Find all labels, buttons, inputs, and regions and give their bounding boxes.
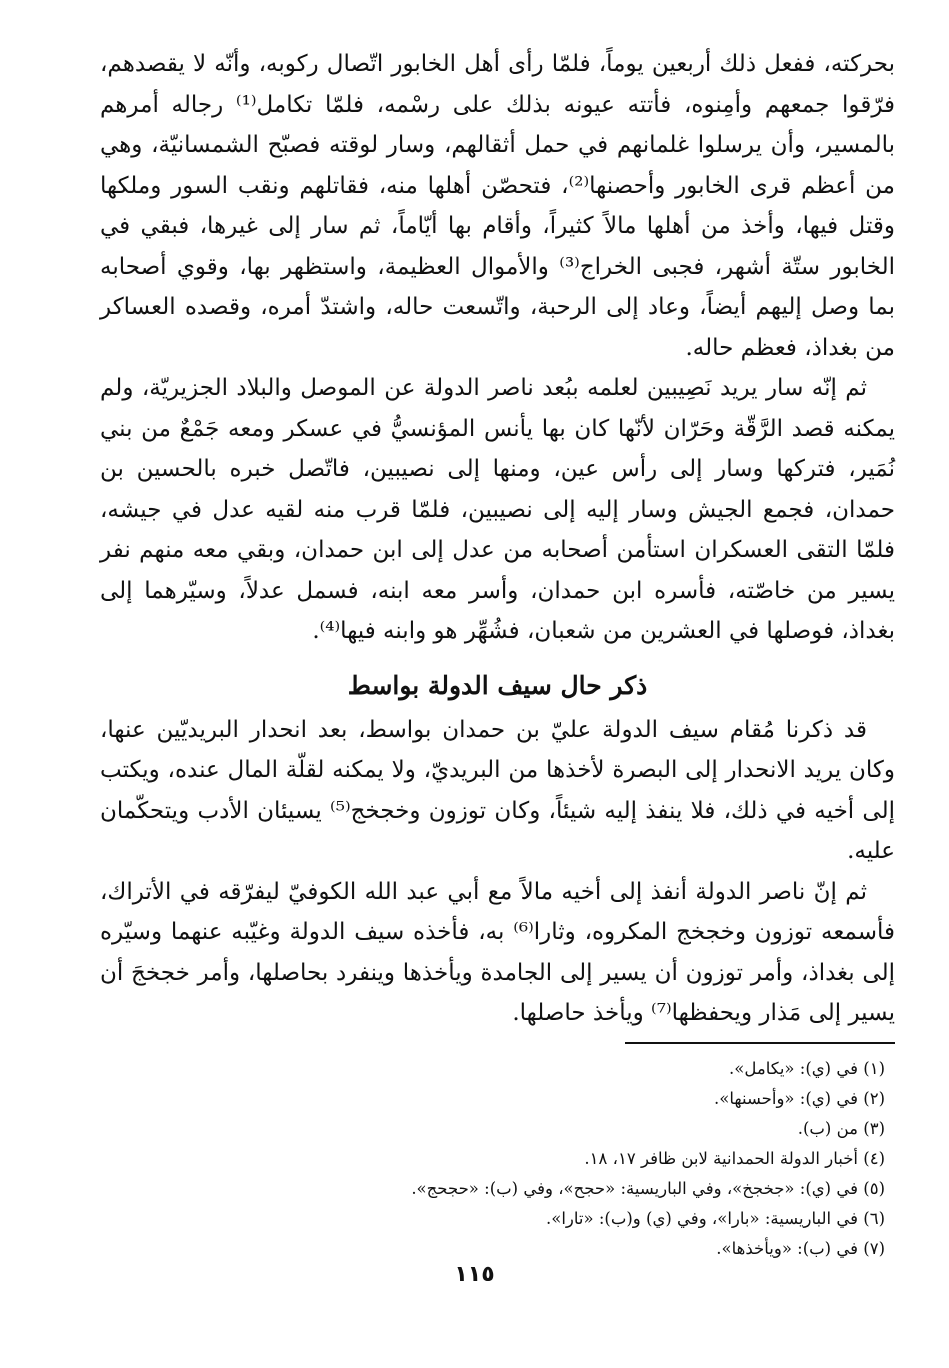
footnote: (٦) في الباريسية: «بارا»، وفي (ي) و(ب): «تارا». — [545, 1208, 885, 1228]
section-heading: ذكر حال سيف الدولة بواسط — [347, 670, 648, 700]
footnote: (٢) في (ي): «وأحسنها». — [714, 1088, 885, 1108]
footnote-separator — [625, 1042, 895, 1044]
body-paragraph: بحركته، ففعل ذلك أربعين يوماً، فلمّا رأى أهل الخابور اتّصال ركوبه، وأنّه لا يقصدهم، فرّقوا جمعهم وأمِنوه، فأتته عيونه بذلك على رسْمه، فلمّا تكامل⁽¹⁾ رجاله أمرهم بالمسير، وأن يرسلوا غلمانهم في حمل أثقالهم، وسار لوقته فصبّح الشمسانيّة، وهي من أعظم قرى الخابور وأحصنها⁽²⁾، فتحصّن أهلها منه، فقاتلهم ونقب السور وملكها وقتل فيها، وأخذ من أهلها مالاً كثيراً، وأقام بها أيّاماً، ثم سار إلى غيرها، فبقي في الخابور ستّة أشهر، فجبى الخراج⁽³⁾ والأموال العظيمة، واستظهر بها، وقوي أصحابه بما وصل إليهم أيضاً، وعاد إلى الرحبة، واتّسعت حاله، واشتدّ أمره، وقصده العساكر من بغداذ، فعظم حاله. — [100, 51, 895, 361]
footnote: (٣) من (ب). — [797, 1118, 885, 1138]
footnote: (٧) في (ب): «ويأخذها». — [716, 1238, 885, 1258]
body-paragraph: قد ذكرنا مُقام سيف الدولة عليّ بن حمدان بواسط، بعد انحدار البريديّين عنها، وكان يريد الانحدار إلى البصرة لأخذها من البريديّ، ولا يمكنه لقلّة المال عنده، ويكتب إلى أخيه في ذلك، فلا ينفذ إليه شيئاً، وكان توزون وخجخج⁽⁵⁾ يسيئان الأدب ويتحكّمان عليه. — [100, 716, 895, 864]
footnote: (٤) أخبار الدولة الحمدانية لابن ظافر ١٧، ١٨. — [584, 1148, 885, 1168]
footnotes-list — [100, 1054, 895, 1264]
body-paragraph: ثم إنّ ناصر الدولة أنفذ إلى أخيه مالاً مع أبي عبد الله الكوفيّ ليفرّقه في الأتراك، فأسمعه توزون وخجخج المكروه، وثارا⁽⁶⁾ به، فأخذه سيف الدولة وغيّبه عنهما وسيّره إلى بغداذ، وأمر توزون أن يسير إلى الجامدة ويأخذها وينفرد بحاصلها، وأمر خجخجَ أن يسير إلى مَذار ويحفظها⁽⁷⁾ ويأخذ حاصلها. — [100, 878, 895, 1026]
footnote: (١) في (ي): «يكامل». — [729, 1058, 885, 1078]
footnote: (٥) في (ي): «جخجخ»، وفي الباريسية: «حجح»، وفي (ب): «حجحج». — [411, 1178, 885, 1198]
body-paragraph: ثم إنّه سار يريد نَصِيبين لعلمه ببُعد ناصر الدولة عن الموصل والبلاد الجزيريّة، ولم يمكنه قصد الرَّقّة وحَرّان لأنّها كان بها يأنس المؤنسيُّ في عسكر ومعه جَمْعٌ من بني نُمَير، فتركها وسار إلى رأس عين، ومنها إلى نصيبين، فاتّصل خبره بالحسين بن حمدان، فجمع الجيش وسار إليه إلى نصيبين، فلمّا قرب منه لقيه عدل في جيشه، فلمّا التقى العسكران استأمن أصحابه من عدل إلى ابن حمدان، وبقي معه منهم نفر يسير من خاصّته، فأسره ابن حمدان، وأسر معه ابنه، فسمل عدلاً، وسيّرهما إلى بغداذ، فوصلها في العشرين من شعبان، فشُهِّر هو وابنه فيها⁽⁴⁾. — [100, 375, 895, 644]
page-number: ١١٥ — [454, 1262, 495, 1287]
page-content — [100, 44, 895, 1264]
